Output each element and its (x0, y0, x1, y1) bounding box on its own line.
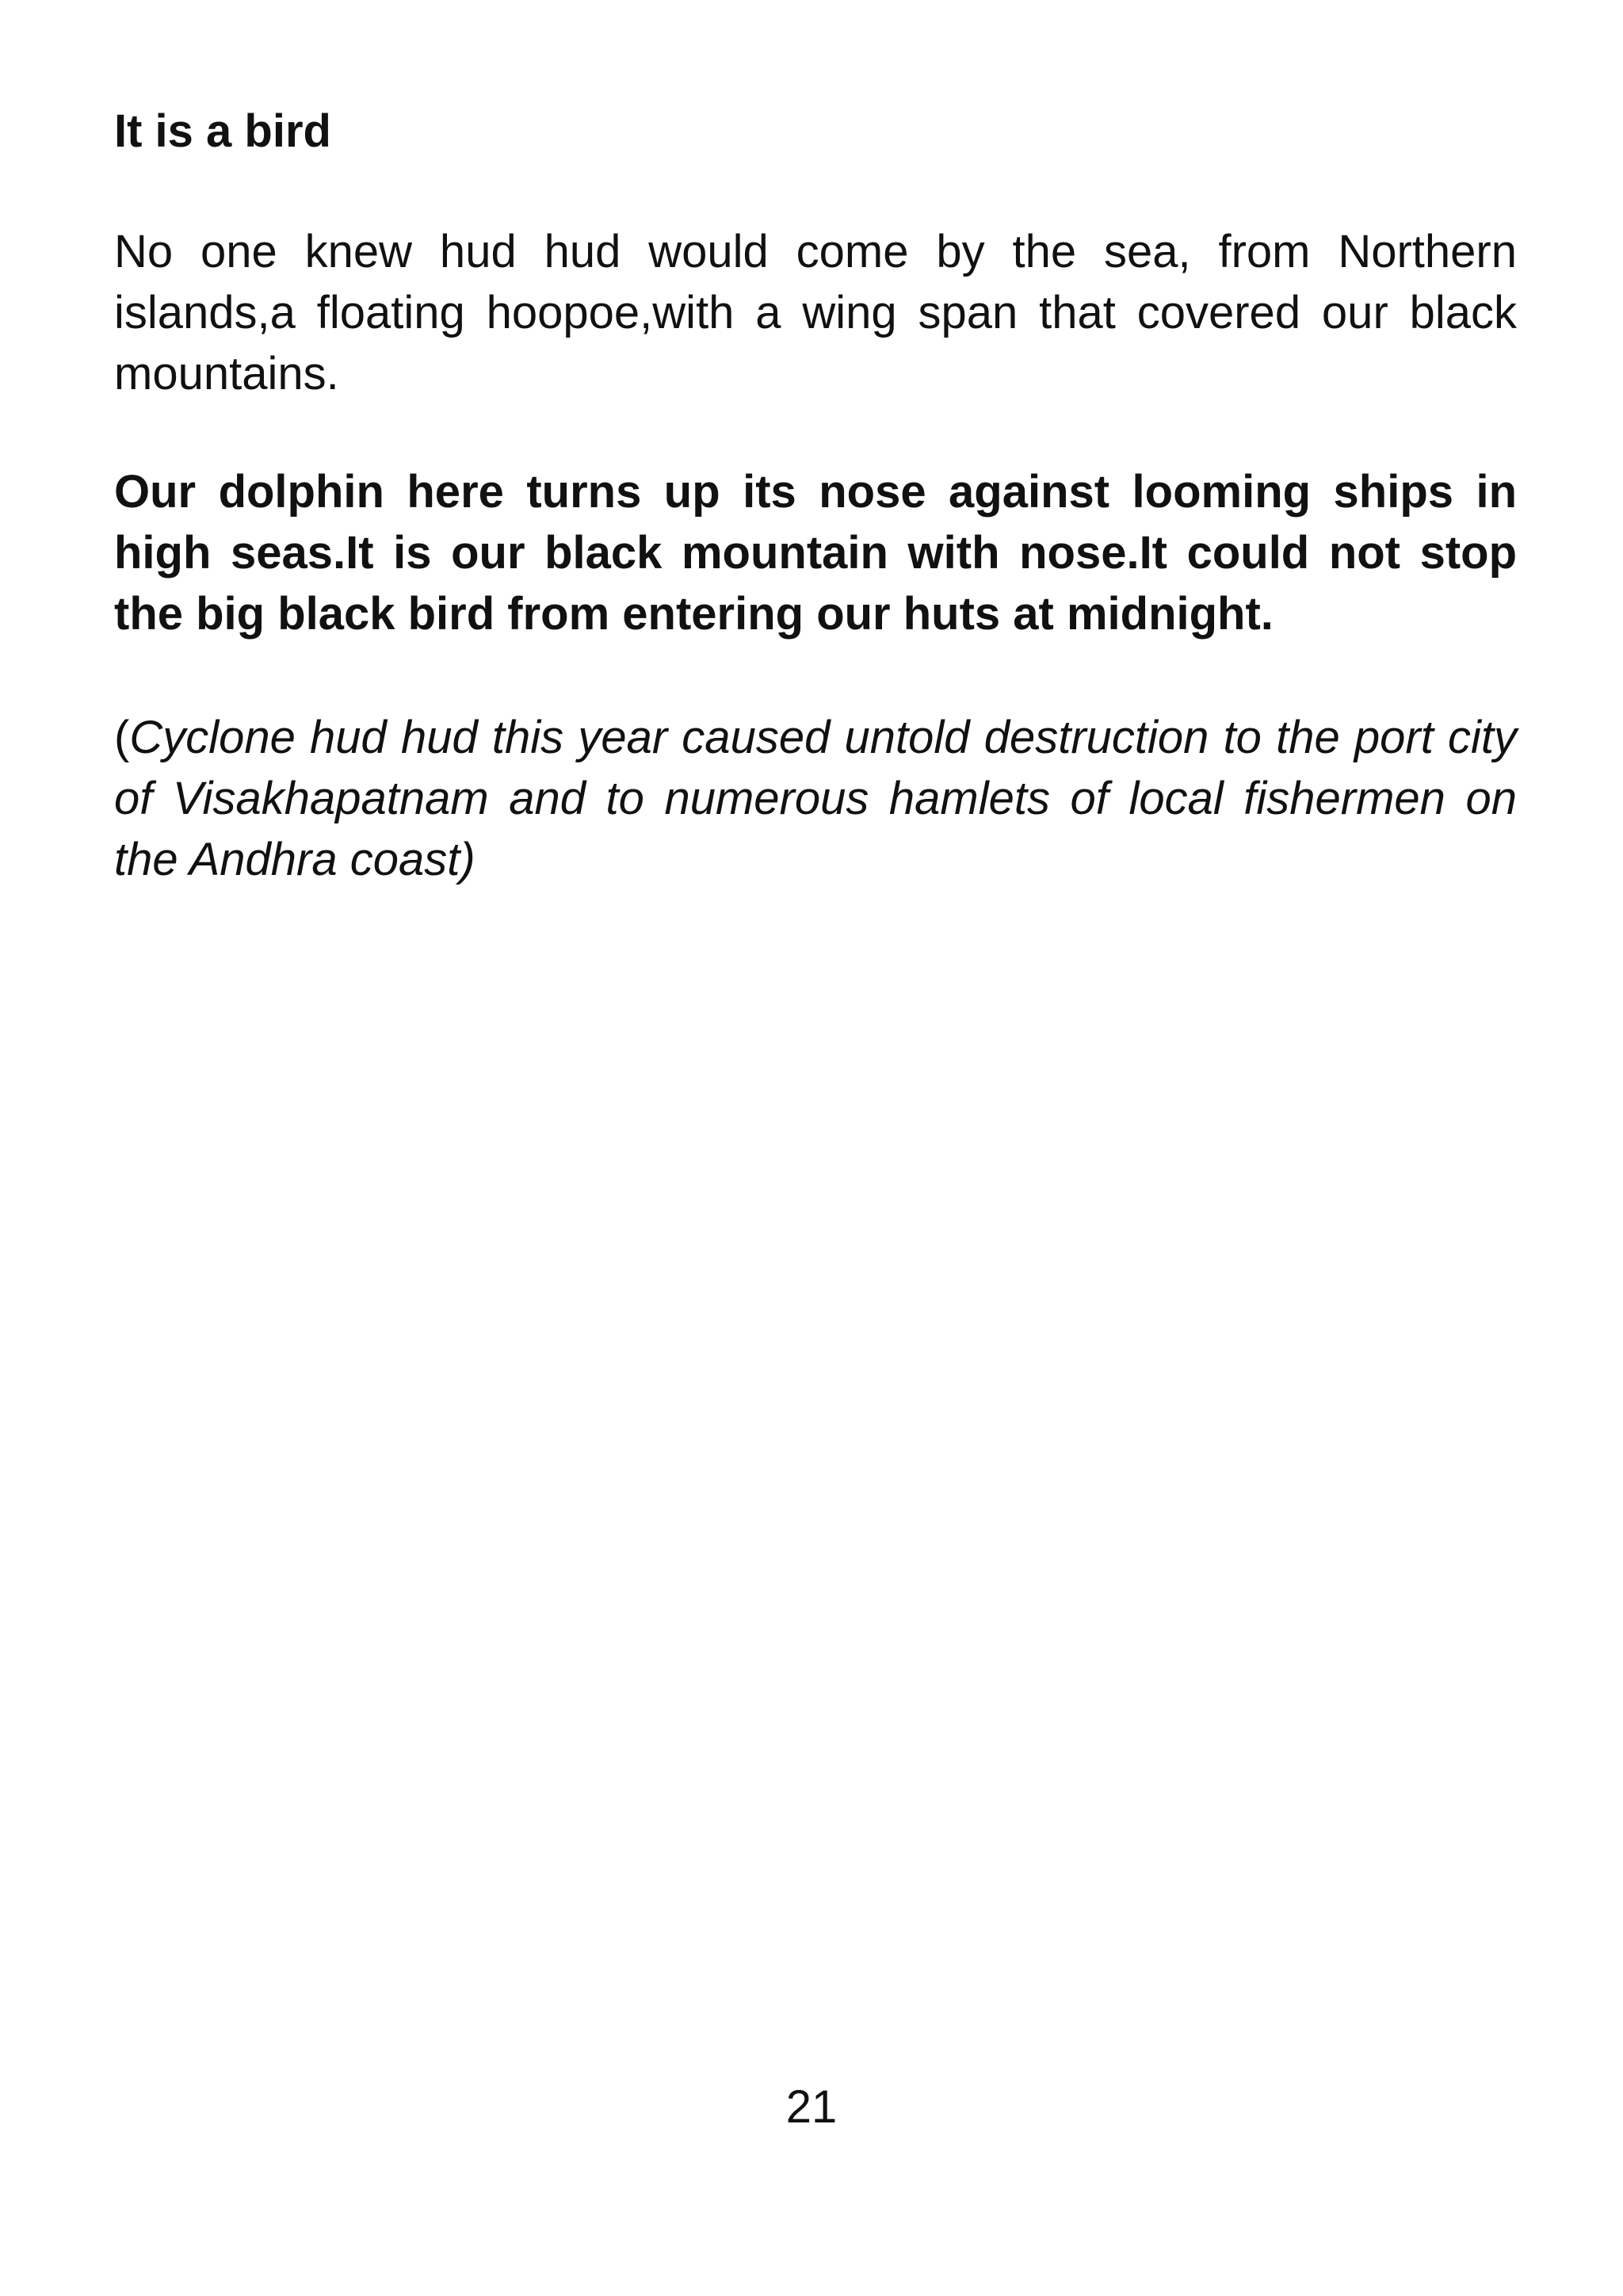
paragraph-1: No one knew hud hud would come by the sea, from Northern islands,a floating hoopoe,with a wing span that covered our black mountains. (114, 226, 1517, 399)
note-italic-text: Cyclone hud hud this year caused untold destruction to the port city of Visakhapatnam and to numerous hamlets of local fishermen on the Andhra coast) (114, 712, 1517, 885)
note-open-paren: ( (114, 712, 130, 763)
paragraph-2: Our dolphin here turns up its nose against looming ships in high seas.It is our black mountain with nose.It could not stop the big black bird from entering our huts at midnight. (114, 466, 1517, 640)
page-number: 21 (785, 2081, 838, 2133)
poem-title: It is a bird (114, 105, 331, 157)
editorial-note (114, 707, 1517, 890)
